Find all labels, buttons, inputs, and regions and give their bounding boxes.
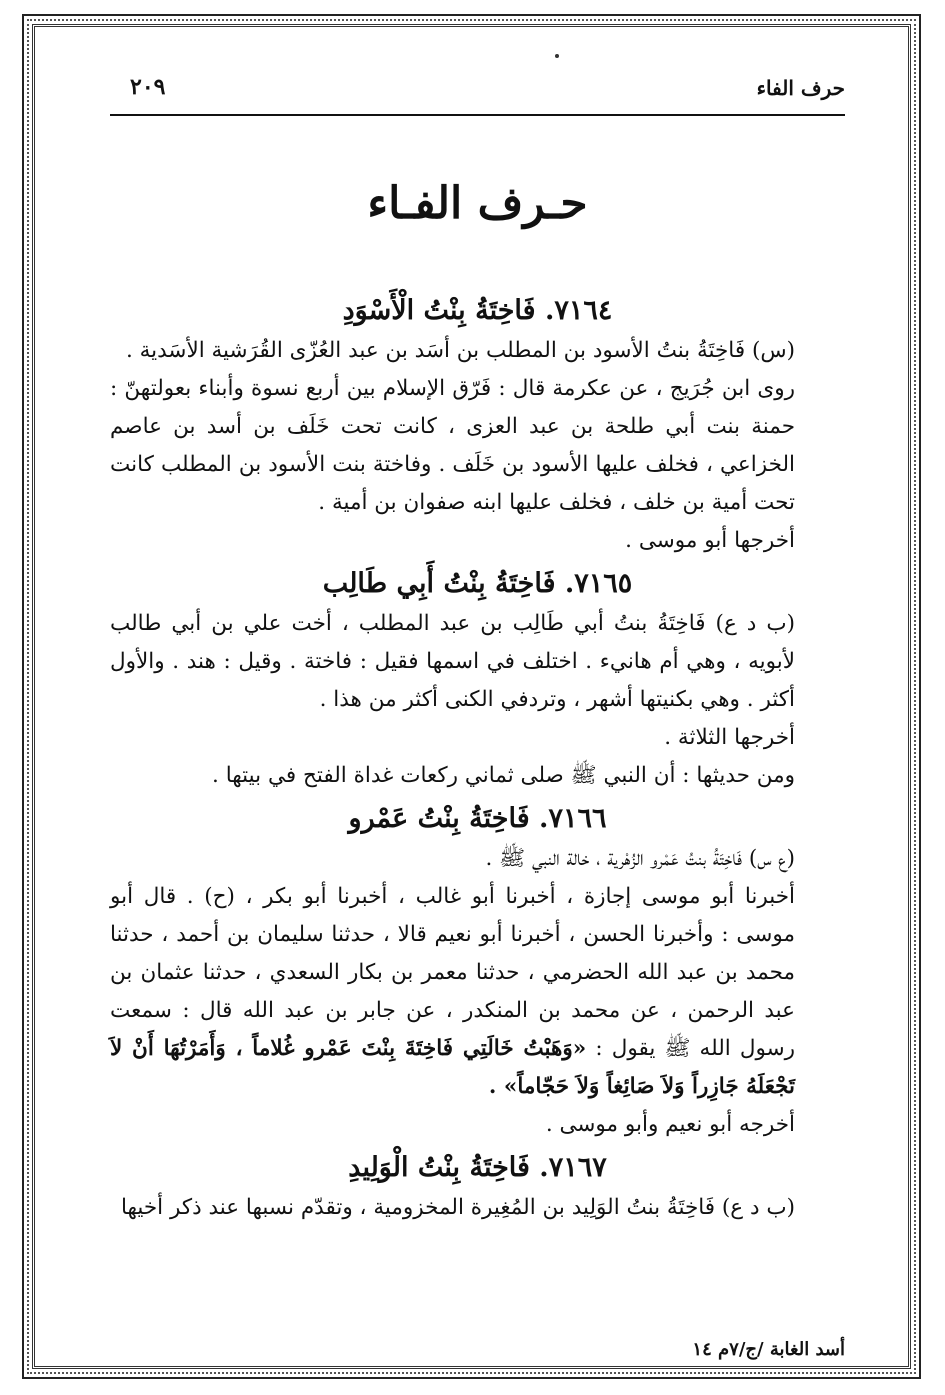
entry-7167 [110, 1152, 845, 1227]
entry-paragraph: (ب د ع) فَاخِتَةُ بنتُ الوَلِيد بن المُغِيرة المخزومية ، وتقدّم نسبها عند ذكر أخيها [120, 1195, 795, 1220]
entry-heading: ٧١٦٧. فَاخِتَةُ بِنْتُ الْوَلِيدِ [348, 1152, 607, 1183]
entry-7166 [110, 803, 845, 1144]
hadith-text: «وَهَبْتُ خَالَتِي فَاخِتَةَ بِنْتَ عَمْرو غُلاماً ، وَأَمَرْتُهَا أَنْ لاَ تَجْعَلَهُ جَازِراً وَلاَ صَائِغاً وَلاَ حَجّاماً» . [110, 1036, 795, 1099]
running-title: حرف الفاء [756, 76, 845, 100]
isnad-text: أخبرنا أبو موسى إجازة ، أخبرنا أبو غالب ، أخبرنا أبو بكر ، (ح) . قال أبو موسى : وأخبرنا الحسن ، أخبرنا أبو نعيم قالا ، حدثنا سليمان بن أحمد ، حدثنا محمد بن عبد الله الحضرمي ، حدثنا معمر بن بكار السعدي ، حدثنا عثمان بن عبد الرحمن ، عن محمد بن المنكدر ، عن جابر بن عبد الله قال : سمعت رسول الله ﷺ يقول : [110, 884, 795, 1061]
entry-paragraph [110, 878, 845, 1106]
entry-7164 [110, 295, 845, 560]
entry-heading: ٧١٦٤. فَاخِتَةُ بِنْتُ الْأَسْوَدِ [342, 295, 613, 326]
book-page [110, 70, 845, 1360]
entry-paragraph: ومن حديثها : أن النبي ﷺ صلى ثماني ركعات غداة الفتح في بيتها . [212, 763, 795, 788]
entry-paragraph: أخرجها أبو موسى . [625, 528, 795, 553]
entry-paragraph: أخرجها الثلاثة . [664, 725, 795, 750]
page-footer: أسد الغابة /ج/٧م ١٤ [692, 1339, 845, 1360]
entry-heading: ٧١٦٥. فَاخِتَةُ بِنْتُ أَبِي طَالِب [322, 568, 633, 599]
page-number: ٢٠٩ [130, 74, 166, 100]
entry-paragraph: أخرجه أبو نعيم وأبو موسى . [545, 1112, 795, 1137]
speck-mark [555, 54, 559, 58]
entry-paragraph: (س) فَاخِتَةُ بنتُ الأسود بن المطلب بن أسَد بن عبد العُزّى القُرَشية الأسَدية . [125, 338, 795, 363]
entry-paragraph: (ب د ع) فَاخِتَةُ بنتُ أبي طَالِب بن عبد المطلب ، أخت علي بن أبي طالب لأبويه ، وهي أم هانيء . اختلف في اسمها فقيل : فاختة . وقيل : هند . والأول أكثر . وهي بكنيتها أشهر ، وتردفي الكنى أكثر من هذا . [110, 611, 795, 712]
entry-paragraph: (ع س) فَاخِتَةُ بنتُ عَمْرو الزُهْرية ، خالة النبي ﷺ . [485, 846, 795, 871]
entry-paragraph: روى ابن جُرَيج ، عن عكرمة قال : فَرّق الإسلام بين أربع نسوة وأبناء بعولتهنّ : حمنة بنت أبي طلحة بن عبد العزى ، كانت تحت خَلَف بن أسد بن عاصم الخزاعي ، فخلف عليها الأسود بن خَلَف . وفاختة بنت الأسود بن المطلب كانت تحت أمية بن خلف ، فخلف عليها ابنه صفوان بن أمية . [110, 376, 795, 515]
entry-7165 [110, 568, 845, 795]
entry-heading: ٧١٦٦. فَاخِتَةُ بِنْتُ عَمْرو [348, 803, 607, 834]
chapter-title: حـرف الفـاء [367, 178, 588, 229]
page-header [110, 70, 845, 116]
